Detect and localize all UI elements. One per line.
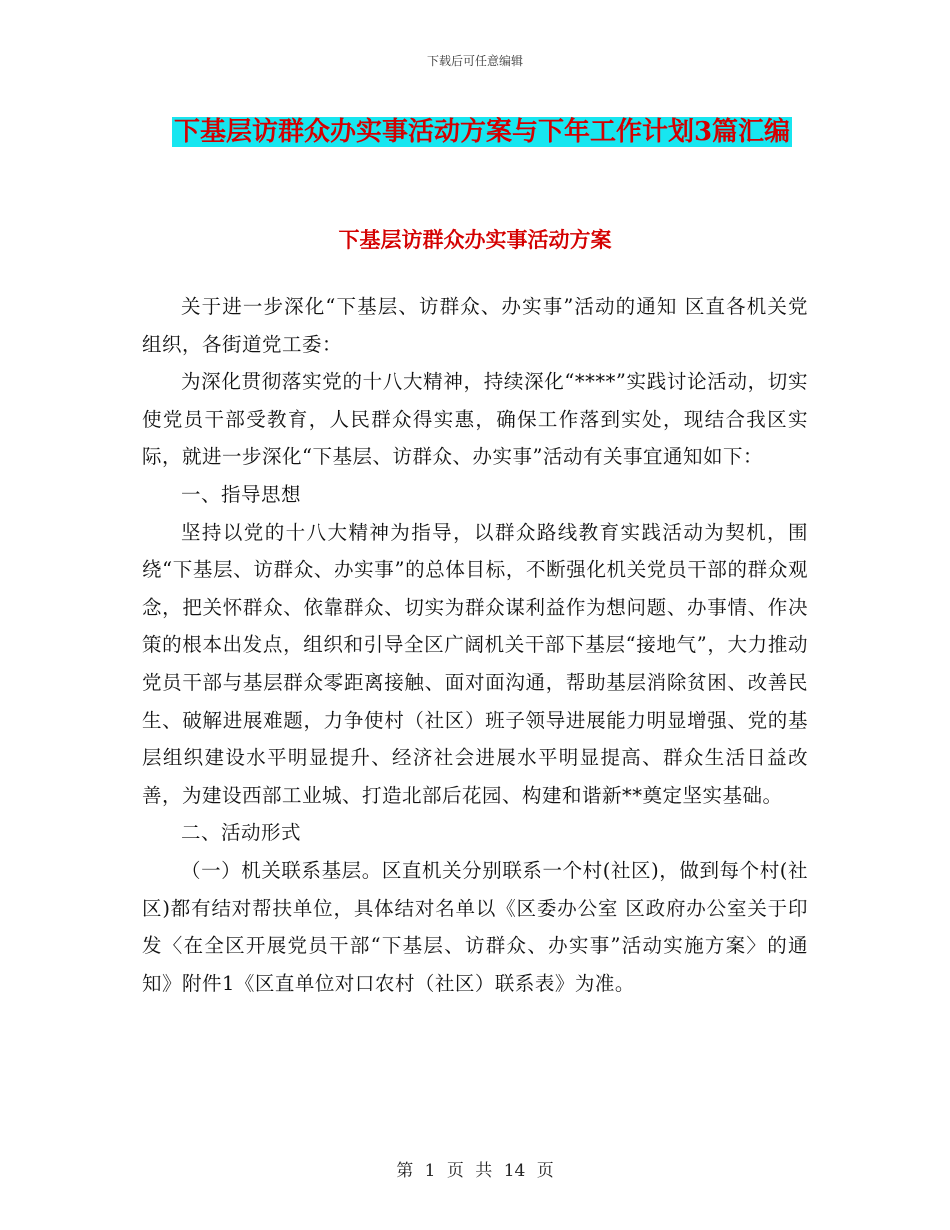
paragraph-activity-form: （一）机关联系基层。区直机关分别联系一个村(社区)，做到每个村(社区)都有结对帮扶单位，具体结对名单以《区委办公室 区政府办公室关于印发〈在全区开展党员干部“下基层、访群众、办实事”活动实施方案〉的通知》附件1《区直单位对口农村（社区）联系表》为准。 — [142, 858, 808, 995]
section-title: 下基层访群众办实事活动方案 — [338, 227, 612, 252]
paragraph-guiding-thought: 坚持以党的十八大精神为指导，以群众路线教育实践活动为契机，围绕“下基层、访群众、办实事”的总体目标，不断强化机关党员干部的群众观念，把关怀群众、依靠群众、切实为群众谋利益作为想问题、办事情、作决策的根本出发点，组织和引导全区广阔机关干部下基层“接地气”，大力推动党员干部与基层群众零距离接触、面对面沟通，帮助基层消除贫困、改善民生、破解进展难题，力争使村（社区）班子领导进展能力明显增强、党的基层组织建设水平明显提升、经济社会进展水平明显提高、群众生活日益改善，为建设西部工业城、打造北部后花园、构建和谐新**奠定坚实基础。 — [142, 520, 808, 807]
page-number-footer: 第 1 页 共 14 页 — [396, 1161, 554, 1181]
heading-guiding-thought: 一、指导思想 — [181, 482, 302, 506]
document-body — [142, 288, 808, 1002]
header-note: 下载后可任意编辑 — [426, 54, 523, 68]
paragraph-intro: 为深化贯彻落实党的十八大精神，持续深化“****”实践讨论活动，切实使党员干部受教育，人民群众得实惠，确保工作落到实处，现结合我区实际，就进一步深化“下基层、访群众、办实事”活动有关事宜通知如下： — [142, 370, 808, 469]
heading-activity-form: 二、活动形式 — [181, 821, 302, 845]
document-title — [142, 108, 822, 156]
paragraph-notice: 关于进一步深化“下基层、访群众、办实事”活动的通知 区直各机关党组织，各街道党工委： — [142, 295, 808, 356]
document-title-text: 下基层访群众办实事活动方案与下年工作计划3篇汇编 — [173, 117, 791, 147]
